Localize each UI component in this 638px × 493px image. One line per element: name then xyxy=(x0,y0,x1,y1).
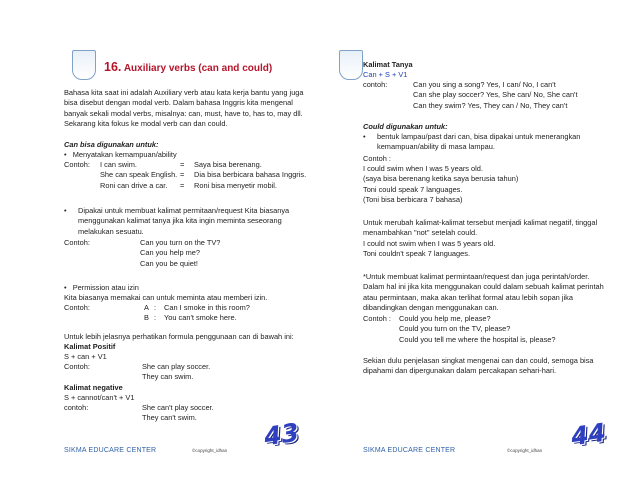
could-examples xyxy=(363,164,518,206)
bullet-request-text xyxy=(78,206,289,237)
negative-example: She can't play soccer. xyxy=(142,403,214,412)
closing-line: dipahami dan dipergunakan dalam percakapan sehari-hari. xyxy=(363,366,557,376)
could-bullet-text xyxy=(377,132,580,153)
right-page xyxy=(319,0,638,493)
question-example: Can they swim? Yes, They can / No, They can't xyxy=(413,100,568,110)
shield-logo xyxy=(339,50,363,80)
example1-id: Dia bisa berbicara bahasa Inggris. xyxy=(194,170,307,180)
example3-text: You can't smoke here. xyxy=(164,313,237,323)
colon: : xyxy=(154,313,157,323)
could-bullet: • xyxy=(363,132,366,141)
negative-could-line: Untuk merubah kalimat-kalimat tersebut menjadi kalimat negatif, tinggal xyxy=(363,218,598,227)
question-examples xyxy=(413,80,578,111)
could-example: (saya bisa berenang ketika saya berusia tahun) xyxy=(363,174,519,184)
example2-label: Contoh: xyxy=(64,238,90,247)
example3-label: Contoh: xyxy=(64,303,90,312)
example1-id: Roni bisa menyetir mobil. xyxy=(194,180,277,190)
page-number: 44 xyxy=(569,417,608,452)
negative-label: contoh: xyxy=(64,403,89,412)
example1-en: She can speak English. xyxy=(100,170,178,180)
could-heading: Could digunakan untuk: xyxy=(363,122,448,131)
request-could-line: atau permintaan, maka akan terlihat formal atau lebih sopan jika xyxy=(363,292,573,302)
positive-examples xyxy=(142,362,210,383)
chapter-number: 16. xyxy=(104,60,122,74)
request-line: menggunakan kalimat tanya jika kita ingin meminta seseorang xyxy=(78,216,282,226)
intro-line: banyak sekali modal verbs, misalnya: can, must, have to, has to, may dll. xyxy=(64,108,303,118)
negative-examples xyxy=(142,403,214,424)
speaker-label: A xyxy=(144,303,149,312)
positive-label: Contoh: xyxy=(64,362,90,371)
positive-example: She can play soccer. xyxy=(142,362,211,371)
footer-copyright: ©copyright_idhan xyxy=(192,448,228,453)
request-example: Could you turn on the TV, please? xyxy=(399,324,511,334)
chapter-title-text: Auxiliary verbs (can and could) xyxy=(123,63,273,74)
request-could-line: *Untuk membuat kalimat permintaan/request dan juga perintah/order. xyxy=(363,272,590,281)
footer-copyright: ©copyright_idhan xyxy=(507,448,543,453)
bullet-request: • xyxy=(64,206,67,215)
footer-brand: SIKMA EDUCARE CENTER xyxy=(363,447,456,454)
equals-sign: = xyxy=(180,180,185,190)
intro-paragraph xyxy=(64,88,304,130)
positive-example: They can swim. xyxy=(142,372,194,382)
request-paragraph xyxy=(363,272,604,314)
request-could-line: Dalam hal ini jika kita menggunakan could dalam sebuah kalimat perintah xyxy=(363,282,604,292)
example1-id: Saya bisa berenang. xyxy=(194,160,262,169)
equals-sign: = xyxy=(180,160,185,169)
permission-line: Kita biasanya memakai can untuk meminta atau memberi izin. xyxy=(64,293,268,302)
positive-heading: Kalimat Positif xyxy=(64,342,116,351)
negative-could-paragraph xyxy=(363,218,597,260)
could-line: bentuk lampau/past dari can, bisa dipakai untuk menerangkan xyxy=(377,132,581,141)
example1-en: Roni can drive a car. xyxy=(100,180,168,190)
negative-example: They can't swim. xyxy=(142,413,197,423)
example3-text: Can I smoke in this room? xyxy=(164,303,250,312)
intro-line: Bahasa kita saat ini adalah Auxiliary verb atau kata kerja bantu yang juga xyxy=(64,88,304,97)
bullet-ability: • Menyatakan kemampuan/ability xyxy=(64,150,177,159)
question-formula: Can + S + V1 xyxy=(363,70,408,79)
example1-label: Contoh: xyxy=(64,160,90,169)
example2-row: Can you be quiet! xyxy=(140,258,198,268)
negative-could-line: Toni couldn't speak 7 languages. xyxy=(363,249,471,259)
example1-en: I can swim. xyxy=(100,160,137,169)
bullet-permission-text: Permission atau izin xyxy=(72,283,139,292)
example2-row: Can you help me? xyxy=(140,248,200,258)
negative-could-line: menambahkan "not" setelah could. xyxy=(363,228,478,238)
closing-paragraph xyxy=(363,356,594,377)
request-example: Could you tell me where the hospital is, please? xyxy=(399,334,556,344)
closing-line: Sekian dulu penjelasan singkat mengenai can dan could, semoga bisa xyxy=(363,356,594,365)
chapter-title xyxy=(104,60,272,74)
could-example: Toni could speak 7 languages. xyxy=(363,184,463,194)
shield-logo xyxy=(72,50,96,80)
intro-line: bisa disebut dengan modal verb. Dalam bahasa Inggris kita mengenal xyxy=(64,98,293,108)
page-number: 43 xyxy=(262,417,301,452)
request-could-line: dibandingkan dengan menggunakan can. xyxy=(363,303,499,313)
could-example-label: Contoh : xyxy=(363,154,391,163)
request-line: Dipakai untuk membuat kalimat permitaan/request Kita biasanya xyxy=(78,206,290,215)
formula-intro: Untuk lebih jelasnya perhatikan formula penggunaan can di bawah ini: xyxy=(64,332,294,341)
question-example: Can she play soccer? Yes, She can/ No, She can't xyxy=(413,90,578,100)
request-label: Contoh : xyxy=(363,314,391,323)
speaker-label: B xyxy=(144,313,149,323)
could-line: kemampuan/ability di masa lampau. xyxy=(377,142,495,152)
negative-formula: S + cannot/can't + V1 xyxy=(64,393,135,402)
can-heading: Can bisa digunakan untuk: xyxy=(64,140,159,149)
colon: : xyxy=(154,303,157,312)
equals-sign: = xyxy=(180,170,185,180)
question-example: Can you sing a song? Yes, I can/ No, I can't xyxy=(413,80,556,89)
question-heading: Kalimat Tanya xyxy=(363,60,413,69)
negative-could-line: I could not swim when I was 5 years old. xyxy=(363,238,496,248)
question-label: contoh: xyxy=(363,80,388,89)
could-example: I could swim when I was 5 years old. xyxy=(363,164,483,173)
intro-line: Sekarang kita fokus ke modal verb can dan could. xyxy=(64,119,228,129)
request-line: melakukan sesuatu. xyxy=(78,226,144,236)
bullet-ability-text: Menyatakan kemampuan/ability xyxy=(72,150,177,159)
example2-row: Can you turn on the TV? xyxy=(140,238,221,247)
footer-brand: SIKMA EDUCARE CENTER xyxy=(64,447,157,454)
could-example: (Toni bisa berbicara 7 bahasa) xyxy=(363,195,463,205)
example2-rows xyxy=(140,238,220,269)
positive-formula: S + can + V1 xyxy=(64,352,107,361)
bullet-permission: • Permission atau izin xyxy=(64,283,139,292)
negative-heading: Kalimat negative xyxy=(64,383,123,392)
request-example: Could you help me, please? xyxy=(399,314,491,323)
request-examples xyxy=(399,314,556,345)
